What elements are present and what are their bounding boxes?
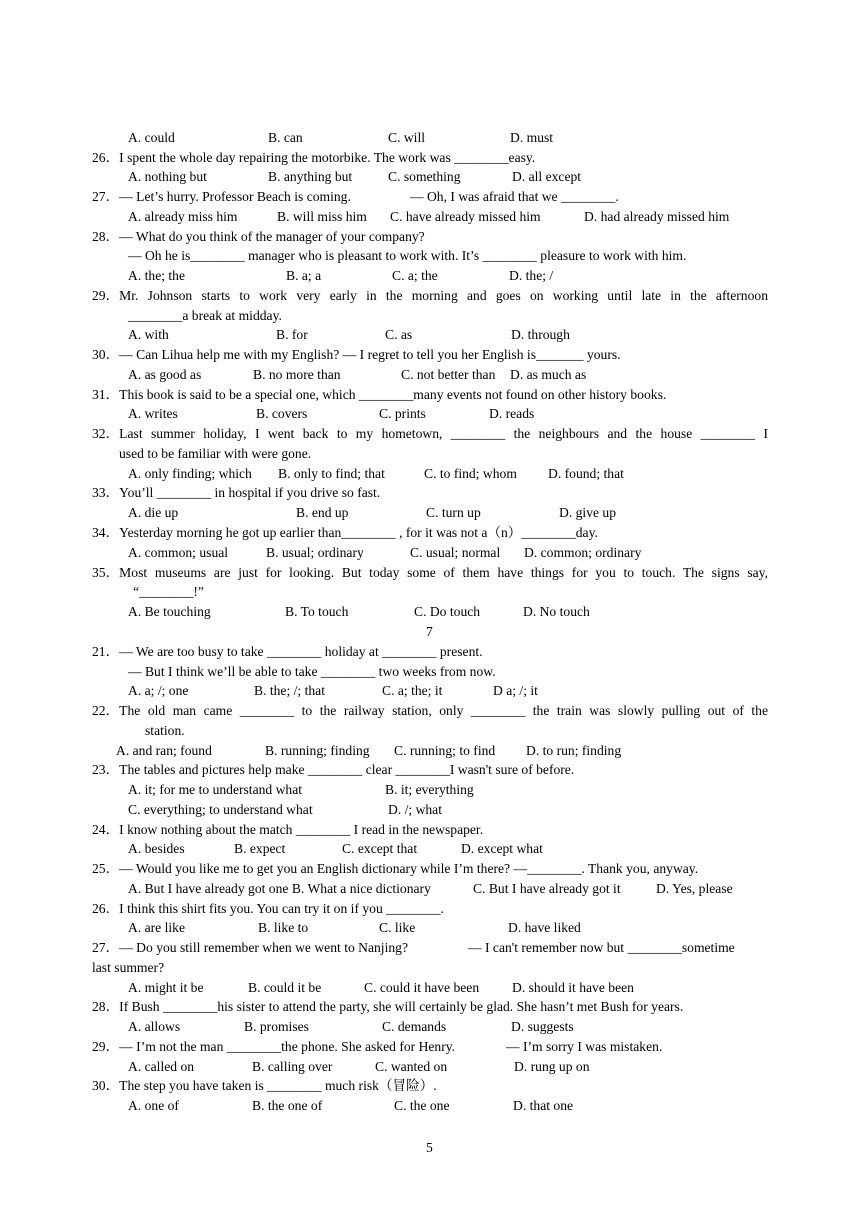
option-text: B. will miss him [277, 209, 367, 224]
question-line: 7 [426, 624, 433, 639]
option-text: A. might it be [128, 980, 204, 995]
option-text: C. something [388, 169, 461, 184]
question-line: 28．If Bush ________his sister to attend the party, she will certainly be glad. She hasn’t met Bush for years. [92, 999, 684, 1014]
option-text: 29．— I’m not the man ________the phone. She asked for Henry. [92, 1039, 456, 1054]
option-text: B. the; /; that [254, 683, 325, 698]
option-text: D. the; / [509, 268, 554, 283]
question-line: 30．The step you have taken is ________ much risk（冒险）. [92, 1078, 437, 1093]
option-text: B. like to [258, 920, 309, 935]
option-text: A. could [128, 130, 175, 145]
option-text: A. with [128, 327, 169, 342]
option-text: C. usual; normal [410, 545, 501, 560]
option-text: A. writes [128, 406, 178, 421]
option-text: B. no more than [253, 367, 341, 382]
option-text: A. the; the [128, 268, 186, 283]
question-line: 21．— We are too busy to take ________ holiday at ________ present. [92, 644, 483, 659]
option-text: A. common; usual [128, 545, 229, 560]
option-text: A. it; for me to understand what [128, 782, 303, 797]
option-text: — I can't remember now but ________sometime [468, 940, 735, 955]
option-text: A. called on [128, 1059, 195, 1074]
option-text: C. everything; to understand what [128, 802, 313, 817]
option-text: 27．— Let’s hurry. Professor Beach is coming. [92, 189, 351, 204]
option-text: B. running; finding [265, 743, 370, 758]
option-text: C. to find; whom [424, 466, 517, 481]
option-text: A. already miss him [128, 209, 238, 224]
option-text: B. the one of [252, 1098, 323, 1113]
question-line: 31．This book is said to be a special one, which ________many events not found on other history books. [92, 387, 667, 402]
option-text: B. could it be [248, 980, 322, 995]
question-line: 25．— Would you like me to get you an English dictionary while I’m there? —________. Thank you, anyway. [92, 861, 699, 876]
option-text: D. suggests [511, 1019, 574, 1034]
option-text: D. found; that [548, 466, 624, 481]
option-text: A. are like [128, 920, 185, 935]
option-text: A. one of [128, 1098, 179, 1113]
option-text: D. as much as [510, 367, 587, 382]
option-text: D. must [510, 130, 554, 145]
option-text: B. promises [244, 1019, 309, 1034]
question-line: 29．Mr. Johnson starts to work very early in the morning and goes on working until late in the afternoon [92, 288, 768, 303]
option-text: D. Yes, please [656, 881, 733, 896]
option-text: D. to run; finding [526, 743, 622, 758]
option-text: B. end up [296, 505, 349, 520]
question-line: “________!” [133, 584, 204, 599]
option-text: — I’m sorry I was mistaken. [506, 1039, 663, 1054]
option-text: B. covers [256, 406, 308, 421]
option-text: B. To touch [285, 604, 349, 619]
option-text: C. not better than [401, 367, 496, 382]
option-text: D. No touch [523, 604, 590, 619]
question-line: 26．I spent the whole day repairing the motorbike. The work was ________easy. [92, 150, 536, 165]
option-text: B. a; a [286, 268, 322, 283]
option-text: B. usual; ordinary [266, 545, 364, 560]
option-text: C. But I have already got it [473, 881, 621, 896]
option-text: B. calling over [252, 1059, 333, 1074]
option-text: D. give up [559, 505, 617, 520]
option-text: C. will [388, 130, 426, 145]
option-text: D a; /; it [493, 683, 538, 698]
option-text: D. except what [461, 841, 543, 856]
option-text: B. for [276, 327, 308, 342]
option-text: D. common; ordinary [524, 545, 642, 560]
option-text: D. all except [512, 169, 582, 184]
option-text: C. a; the [392, 268, 438, 283]
option-text: 27．— Do you still remember when we went to Nanjing? [92, 940, 408, 955]
option-text: D. /; what [388, 802, 442, 817]
option-text: D. should it have been [512, 980, 634, 995]
page-number: 5 [426, 1140, 433, 1155]
option-text: C. have already missed him [390, 209, 541, 224]
option-text: A. and ran; found [116, 743, 212, 758]
option-text: C. prints [379, 406, 426, 421]
question-line: 35．Most museums are just for looking. But today some of them have things for you to touch. The signs say, [92, 565, 768, 580]
option-text: C. except that [342, 841, 418, 856]
option-text: A. Be touching [128, 604, 211, 619]
option-text: A. But I have already got one B. What a nice dictionary [128, 881, 431, 896]
question-line: 28．— What do you think of the manager of your company? [92, 229, 425, 244]
option-text: — Oh, I was afraid that we ________. [410, 189, 619, 204]
option-text: A. besides [128, 841, 185, 856]
question-line: last summer? [92, 960, 165, 975]
option-text: A. a; /; one [128, 683, 189, 698]
question-line: — Oh he is________ manager who is pleasant to work with. It’s ________ pleasure to work with him. [128, 248, 687, 263]
option-text: A. nothing but [128, 169, 207, 184]
option-text: C. a; the; it [382, 683, 443, 698]
option-text: A. allows [128, 1019, 181, 1034]
option-text: A. as good as [128, 367, 202, 382]
option-text: A. die up [128, 505, 179, 520]
option-text: D. had already missed him [584, 209, 730, 224]
question-line: 34．Yesterday morning he got up earlier than________ , for it was not a（n）________day. [92, 525, 598, 540]
option-text: C. could it have been [364, 980, 480, 995]
question-line: 26．I think this shirt fits you. You can try it on if you ________. [92, 901, 444, 916]
option-text: B. anything but [268, 169, 353, 184]
question-line: ________a break at midday. [128, 308, 282, 323]
question-line: 24．I know nothing about the match ________ I read in the newspaper. [92, 822, 484, 837]
question-line: used to be familiar with were gone. [119, 446, 312, 461]
option-text: C. running; to find [394, 743, 496, 758]
question-line: 23．The tables and pictures help make ________ clear ________I wasn't sure of before. [92, 762, 575, 777]
option-text: A. only finding; which [128, 466, 252, 481]
option-text: B. it; everything [385, 782, 474, 797]
question-line: 30．— Can Lihua help me with my English? — I regret to tell you her English is_______ yours. [92, 347, 621, 362]
option-text: D. that one [513, 1098, 574, 1113]
option-text: D. rung up on [514, 1059, 590, 1074]
option-text: B. can [268, 130, 303, 145]
option-text: D. have liked [508, 920, 581, 935]
option-text: B. only to find; that [278, 466, 385, 481]
option-text: C. wanted on [375, 1059, 448, 1074]
question-line: 33．You’ll ________ in hospital if you drive so fast. [92, 485, 381, 500]
option-text: C. like [379, 920, 416, 935]
option-text: C. turn up [426, 505, 481, 520]
option-text: C. as [385, 327, 413, 342]
option-text: D. reads [489, 406, 535, 421]
question-line: 32．Last summer holiday, I went back to my hometown, ________ the neighbours and the house ________ I [92, 426, 768, 441]
question-line: 22．The old man came ________ to the railway station, only ________ the train was slowly pulling out of the [92, 703, 768, 718]
option-text: B. expect [234, 841, 286, 856]
question-line: — But I think we’ll be able to take ________ two weeks from now. [128, 664, 496, 679]
option-text: D. through [511, 327, 570, 342]
option-text: C. demands [382, 1019, 447, 1034]
option-text: C. Do touch [414, 604, 481, 619]
option-text: C. the one [394, 1098, 450, 1113]
question-line: station. [145, 723, 185, 738]
